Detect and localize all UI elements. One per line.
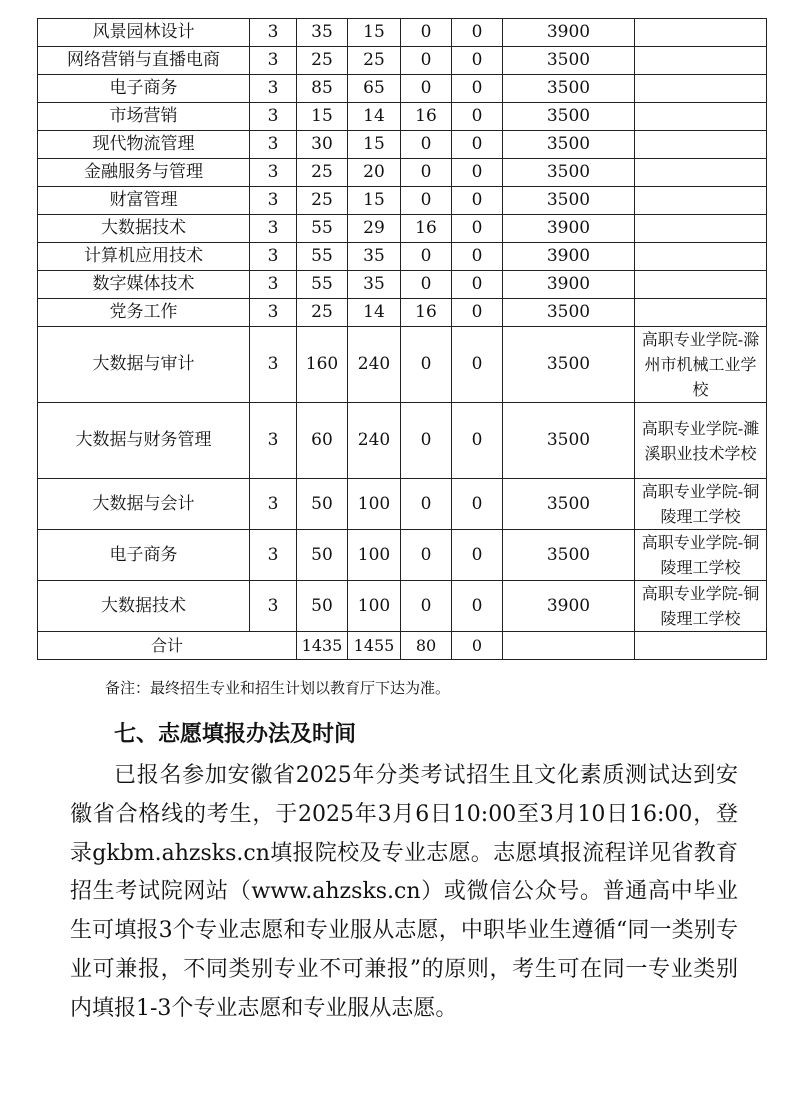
cell-study-years: 3 bbox=[250, 479, 297, 530]
cell-plan-d: 0 bbox=[452, 479, 503, 530]
cell-study-years: 3 bbox=[250, 327, 297, 403]
cell-total-label: 合计 bbox=[38, 632, 297, 660]
cell-plan-a: 30 bbox=[297, 131, 348, 159]
cell-tuition-fee: 3500 bbox=[503, 327, 635, 403]
table-row bbox=[38, 530, 767, 581]
cell-study-years: 3 bbox=[250, 271, 297, 299]
cell-plan-d: 0 bbox=[452, 530, 503, 581]
cell-plan-a: 55 bbox=[297, 243, 348, 271]
cell-tuition-fee: 3500 bbox=[503, 299, 635, 327]
table-row bbox=[38, 19, 767, 47]
cell-total-c: 80 bbox=[401, 632, 452, 660]
cell-major-name: 网络营销与直播电商 bbox=[38, 47, 250, 75]
cell-tuition-fee: 3500 bbox=[503, 159, 635, 187]
cell-plan-a: 15 bbox=[297, 103, 348, 131]
cell-tuition-fee: 3500 bbox=[503, 47, 635, 75]
table-row bbox=[38, 271, 767, 299]
cell-major-name: 大数据技术 bbox=[38, 215, 250, 243]
cell-plan-a: 25 bbox=[297, 159, 348, 187]
cell-plan-b: 15 bbox=[348, 187, 401, 215]
cell-note bbox=[635, 131, 767, 159]
cell-plan-d: 0 bbox=[452, 403, 503, 479]
cell-plan-b: 20 bbox=[348, 159, 401, 187]
cell-total-note bbox=[635, 632, 767, 660]
cell-note bbox=[635, 187, 767, 215]
cell-study-years: 3 bbox=[250, 403, 297, 479]
table-row bbox=[38, 187, 767, 215]
cell-study-years: 3 bbox=[250, 75, 297, 103]
cell-study-years: 3 bbox=[250, 103, 297, 131]
cell-plan-b: 35 bbox=[348, 271, 401, 299]
cell-plan-a: 25 bbox=[297, 47, 348, 75]
cell-note: 高职专业学院-铜陵理工学校 bbox=[635, 581, 767, 632]
section-body-paragraph: 已报名参加安徽省2025年分类考试招生且文化素质测试达到安徽省合格线的考生，于2025年3月6日10:00至3月10日16:00，登录gkbm.ahzsks.cn填报院校及专业志愿。志愿填报流程详见省教育招生考试院网站（www.ahzsks.cn）或微信公众号。普通高中毕业生可填报3个专业志愿和专业服从志愿，中职毕业生遵循“同一类别专业可兼报，不同类别专业不可兼报”的原则，考生可在同一专业类别内填报1-3个专业志愿和专业服从志愿。 bbox=[70, 763, 738, 1021]
cell-note bbox=[635, 243, 767, 271]
cell-major-name: 数字媒体技术 bbox=[38, 271, 250, 299]
cell-plan-a: 160 bbox=[297, 327, 348, 403]
cell-major-name: 风景园林设计 bbox=[38, 19, 250, 47]
cell-plan-b: 240 bbox=[348, 403, 401, 479]
cell-total-fee bbox=[503, 632, 635, 660]
table-row bbox=[38, 159, 767, 187]
cell-plan-d: 0 bbox=[452, 187, 503, 215]
cell-plan-c: 0 bbox=[401, 75, 452, 103]
cell-plan-c: 16 bbox=[401, 215, 452, 243]
cell-tuition-fee: 3500 bbox=[503, 75, 635, 103]
cell-total-b: 1455 bbox=[348, 632, 401, 660]
cell-major-name: 现代物流管理 bbox=[38, 131, 250, 159]
table-row bbox=[38, 327, 767, 403]
cell-major-name: 大数据技术 bbox=[38, 581, 250, 632]
cell-study-years: 3 bbox=[250, 215, 297, 243]
cell-note bbox=[635, 299, 767, 327]
cell-plan-c: 0 bbox=[401, 243, 452, 271]
cell-plan-c: 0 bbox=[401, 403, 452, 479]
cell-study-years: 3 bbox=[250, 530, 297, 581]
cell-note: 高职专业学院-滁州市机械工业学校 bbox=[635, 327, 767, 403]
cell-plan-a: 50 bbox=[297, 530, 348, 581]
cell-tuition-fee: 3900 bbox=[503, 271, 635, 299]
cell-plan-d: 0 bbox=[452, 47, 503, 75]
cell-note bbox=[635, 19, 767, 47]
table-row bbox=[38, 479, 767, 530]
table-row bbox=[38, 299, 767, 327]
cell-tuition-fee: 3500 bbox=[503, 530, 635, 581]
table-row bbox=[38, 403, 767, 479]
cell-plan-b: 100 bbox=[348, 479, 401, 530]
cell-plan-b: 14 bbox=[348, 299, 401, 327]
cell-major-name: 大数据与财务管理 bbox=[38, 403, 250, 479]
table-row bbox=[38, 581, 767, 632]
cell-plan-c: 0 bbox=[401, 479, 452, 530]
cell-plan-d: 0 bbox=[452, 299, 503, 327]
cell-major-name: 金融服务与管理 bbox=[38, 159, 250, 187]
cell-plan-d: 0 bbox=[452, 271, 503, 299]
cell-plan-a: 50 bbox=[297, 479, 348, 530]
cell-note bbox=[635, 159, 767, 187]
cell-plan-c: 0 bbox=[401, 19, 452, 47]
cell-plan-d: 0 bbox=[452, 327, 503, 403]
cell-major-name: 大数据与审计 bbox=[38, 327, 250, 403]
cell-plan-b: 29 bbox=[348, 215, 401, 243]
cell-tuition-fee: 3500 bbox=[503, 103, 635, 131]
cell-plan-d: 0 bbox=[452, 215, 503, 243]
total-row bbox=[38, 632, 767, 660]
cell-plan-d: 0 bbox=[452, 243, 503, 271]
table-row bbox=[38, 131, 767, 159]
cell-plan-a: 85 bbox=[297, 75, 348, 103]
cell-study-years: 3 bbox=[250, 159, 297, 187]
cell-study-years: 3 bbox=[250, 187, 297, 215]
table-row bbox=[38, 103, 767, 131]
cell-plan-b: 14 bbox=[348, 103, 401, 131]
cell-plan-b: 100 bbox=[348, 581, 401, 632]
cell-tuition-fee: 3500 bbox=[503, 131, 635, 159]
cell-tuition-fee: 3900 bbox=[503, 215, 635, 243]
cell-tuition-fee: 3900 bbox=[503, 19, 635, 47]
cell-tuition-fee: 3500 bbox=[503, 403, 635, 479]
cell-study-years: 3 bbox=[250, 47, 297, 75]
table-row bbox=[38, 75, 767, 103]
cell-plan-c: 0 bbox=[401, 187, 452, 215]
cell-plan-d: 0 bbox=[452, 581, 503, 632]
cell-major-name: 党务工作 bbox=[38, 299, 250, 327]
cell-plan-b: 240 bbox=[348, 327, 401, 403]
cell-major-name: 大数据与会计 bbox=[38, 479, 250, 530]
cell-plan-a: 55 bbox=[297, 215, 348, 243]
cell-plan-c: 0 bbox=[401, 581, 452, 632]
cell-plan-a: 60 bbox=[297, 403, 348, 479]
cell-major-name: 财富管理 bbox=[38, 187, 250, 215]
cell-plan-d: 0 bbox=[452, 103, 503, 131]
cell-plan-b: 100 bbox=[348, 530, 401, 581]
cell-major-name: 市场营销 bbox=[38, 103, 250, 131]
table-row bbox=[38, 243, 767, 271]
table-remark: 备注：最终招生专业和招生计划以教育厅下达为准。 bbox=[105, 679, 451, 697]
cell-plan-b: 25 bbox=[348, 47, 401, 75]
cell-plan-c: 0 bbox=[401, 159, 452, 187]
cell-plan-b: 65 bbox=[348, 75, 401, 103]
cell-note: 高职专业学院-铜陵理工学校 bbox=[635, 479, 767, 530]
cell-note bbox=[635, 47, 767, 75]
cell-plan-c: 0 bbox=[401, 47, 452, 75]
cell-plan-c: 16 bbox=[401, 103, 452, 131]
section-heading: 七、志愿填报办法及时间 bbox=[114, 722, 357, 747]
cell-study-years: 3 bbox=[250, 19, 297, 47]
cell-tuition-fee: 3500 bbox=[503, 479, 635, 530]
cell-plan-c: 0 bbox=[401, 271, 452, 299]
cell-note bbox=[635, 75, 767, 103]
cell-tuition-fee: 3900 bbox=[503, 581, 635, 632]
cell-study-years: 3 bbox=[250, 299, 297, 327]
cell-plan-c: 0 bbox=[401, 131, 452, 159]
cell-plan-d: 0 bbox=[452, 131, 503, 159]
cell-plan-b: 15 bbox=[348, 131, 401, 159]
cell-study-years: 3 bbox=[250, 131, 297, 159]
table-row bbox=[38, 215, 767, 243]
cell-tuition-fee: 3900 bbox=[503, 243, 635, 271]
cell-plan-a: 25 bbox=[297, 187, 348, 215]
cell-plan-d: 0 bbox=[452, 19, 503, 47]
cell-note bbox=[635, 103, 767, 131]
cell-plan-b: 35 bbox=[348, 243, 401, 271]
cell-note: 高职专业学院-濉溪职业技术学校 bbox=[635, 403, 767, 479]
cell-tuition-fee: 3500 bbox=[503, 187, 635, 215]
cell-major-name: 计算机应用技术 bbox=[38, 243, 250, 271]
cell-plan-b: 15 bbox=[348, 19, 401, 47]
cell-plan-c: 0 bbox=[401, 530, 452, 581]
cell-plan-c: 0 bbox=[401, 327, 452, 403]
cell-note bbox=[635, 271, 767, 299]
cell-plan-d: 0 bbox=[452, 159, 503, 187]
table-row bbox=[38, 47, 767, 75]
cell-plan-a: 25 bbox=[297, 299, 348, 327]
cell-plan-d: 0 bbox=[452, 75, 503, 103]
cell-major-name: 电子商务 bbox=[38, 75, 250, 103]
cell-major-name: 电子商务 bbox=[38, 530, 250, 581]
enrollment-quota-table bbox=[37, 18, 767, 660]
cell-note bbox=[635, 215, 767, 243]
cell-plan-a: 35 bbox=[297, 19, 348, 47]
cell-study-years: 3 bbox=[250, 581, 297, 632]
cell-note: 高职专业学院-铜陵理工学校 bbox=[635, 530, 767, 581]
cell-total-d: 0 bbox=[452, 632, 503, 660]
cell-plan-a: 55 bbox=[297, 271, 348, 299]
cell-study-years: 3 bbox=[250, 243, 297, 271]
cell-plan-c: 16 bbox=[401, 299, 452, 327]
cell-plan-a: 50 bbox=[297, 581, 348, 632]
cell-total-a: 1435 bbox=[297, 632, 348, 660]
